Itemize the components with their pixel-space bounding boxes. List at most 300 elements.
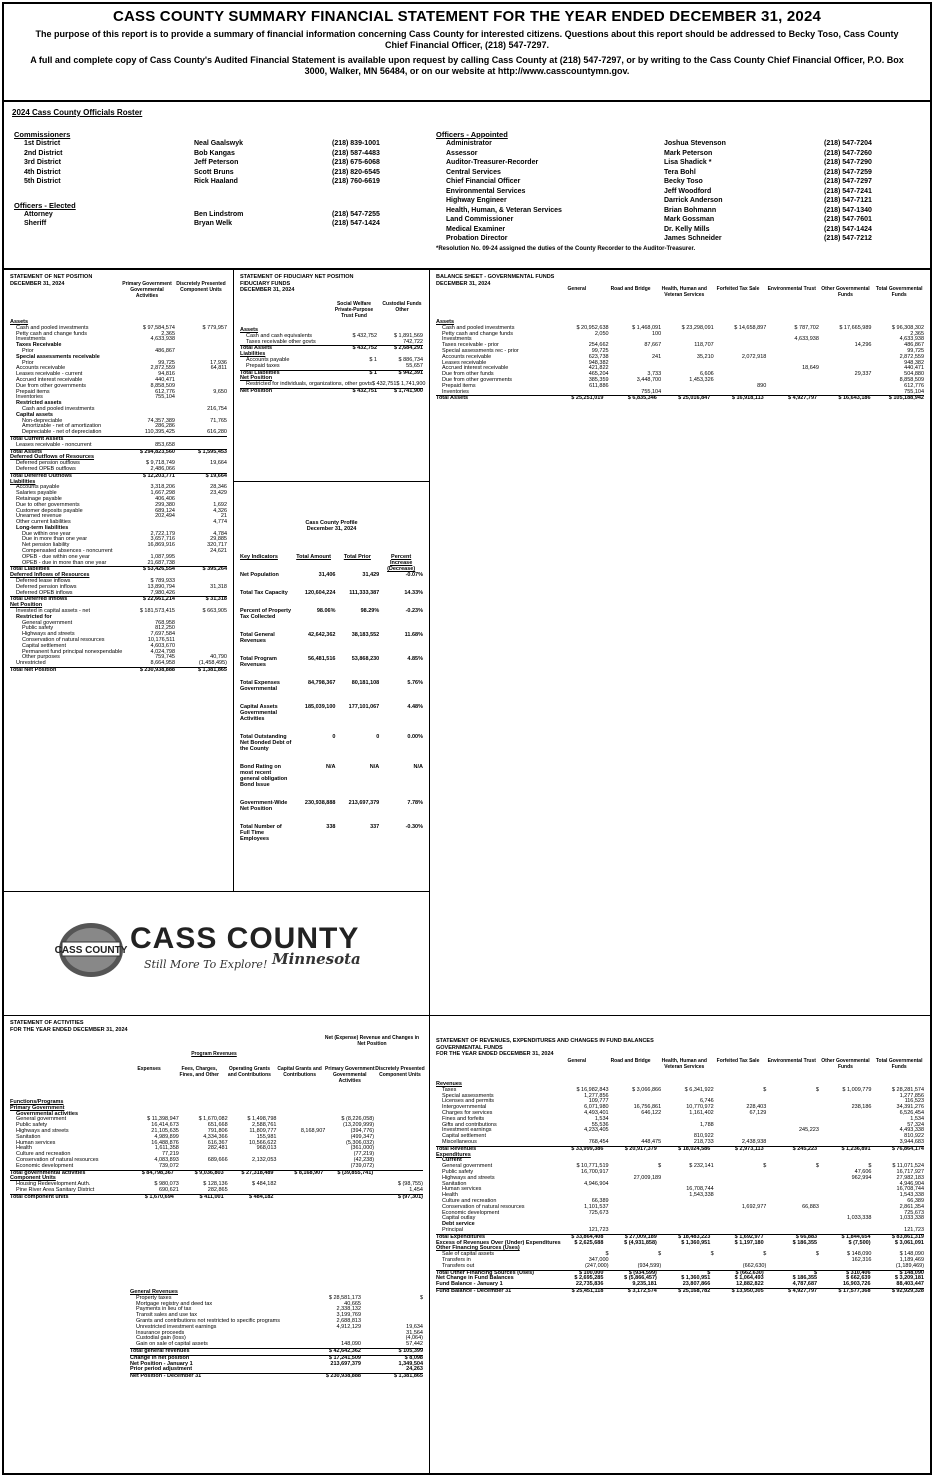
line-label: Public safety — [22, 625, 54, 632]
line-value: 1,189,469 — [899, 1256, 925, 1263]
line-value: (5,306,032) — [346, 1139, 375, 1146]
roster-row — [436, 187, 916, 197]
line-value-2: 64,811 — [210, 365, 227, 372]
line-value: $ — [763, 1251, 767, 1258]
officials-roster — [4, 102, 930, 270]
statement-line — [240, 364, 423, 370]
line-value: 689,666 — [207, 1156, 228, 1163]
line-value — [374, 1164, 423, 1170]
line-value: 121,723 — [904, 1226, 925, 1233]
line-value: 347,000 — [588, 1256, 609, 1263]
line-value: 4,946,904 — [584, 1180, 609, 1187]
line-value-1: $ 53,426,554 — [142, 566, 175, 573]
roster-role: Environmental Services — [446, 187, 526, 195]
np-col2-header: Discretely Presented Component Units — [176, 281, 226, 293]
line-value: 241 — [651, 353, 662, 360]
roster-row — [14, 210, 414, 220]
line-label: Restricted assets — [16, 400, 62, 407]
line-label: Assets — [10, 319, 29, 325]
line-value: $ 16,643,186 — [838, 395, 871, 402]
roster-row — [14, 177, 414, 187]
line-label: Permanent fund principal nonexpendable — [22, 648, 123, 655]
line-value-1: $ 42,642,362 — [328, 1347, 361, 1354]
line-label: Revenues — [436, 1081, 462, 1087]
roster-phone: (218) 547-7121 — [824, 197, 872, 204]
line-label: Investment earnings — [442, 1127, 492, 1134]
line-value-2: $ 105,399 — [398, 1347, 423, 1354]
line-label: Total Expenditures — [436, 1233, 486, 1240]
activities-lines — [10, 1100, 423, 1201]
line-value: $ 83,861,319 — [891, 1233, 924, 1240]
line-value: (77,219) — [353, 1151, 375, 1158]
line-value-1: 1,087,995 — [150, 553, 175, 560]
profile-indicator: Net Population — [240, 572, 279, 578]
line-label: Total Assets — [436, 395, 469, 402]
line-value-2: 4,326 — [213, 507, 227, 514]
profile-amount: 84,798,367 — [307, 680, 336, 686]
line-label: Special assessments rec - prior — [442, 347, 519, 354]
line-label: Restricted for individuals, organizations, other govts — [246, 381, 372, 388]
roster-name: Brian Bohmann — [664, 206, 717, 214]
line-label: Net Position — [240, 387, 273, 394]
line-value-2: 24,263 — [406, 1366, 423, 1373]
line-value: 3,733 — [647, 371, 662, 378]
line-value-2: $ 1,741,900 — [393, 387, 423, 394]
roster-row — [14, 149, 414, 159]
line-label: Retainage payable — [16, 495, 62, 502]
line-value: $ 100,000 — [578, 1269, 604, 1276]
line-value-2: $ 1,741,900 — [396, 381, 426, 388]
line-label: Sanitation — [16, 1133, 41, 1140]
line-value-1: 213,697,379 — [330, 1360, 361, 1367]
line-value-1: 440,471 — [155, 376, 175, 383]
line-label: Fund Balance - December 31 — [436, 1287, 512, 1294]
line-value: $ 33,864,408 — [571, 1233, 604, 1240]
line-label: Non-depreciable — [22, 417, 63, 424]
line-value: $ — [658, 1251, 662, 1258]
line-value: 66,883 — [802, 1203, 819, 1210]
line-value-2: 19,664 — [210, 460, 227, 467]
line-value-1: $ 1 — [369, 369, 377, 376]
column-header: Other Governmental Funds — [821, 286, 870, 298]
roster-phone: (218) 547-7290 — [824, 159, 872, 166]
line-value: $ 1,236,891 — [841, 1145, 871, 1152]
line-value-2: 55,657 — [406, 362, 423, 369]
line-value-1: 13,890,794 — [147, 583, 175, 590]
line-value-1: 21,687,738 — [147, 559, 175, 566]
line-value: 218,733 — [693, 1138, 714, 1145]
line-value — [714, 1228, 767, 1234]
rev-statement-subtitle: GOVERNMENTAL FUNDS — [436, 1044, 503, 1051]
roster-row — [436, 234, 916, 244]
county-seal-icon — [56, 920, 126, 980]
line-value-1: 2,486,066 — [150, 465, 175, 472]
line-label: Taxes receivable other govts — [246, 338, 316, 345]
report-header — [4, 4, 930, 102]
line-value: 1,692,977 — [741, 1203, 767, 1210]
roster-row — [436, 168, 916, 178]
line-value: $ 2,625,688 — [574, 1239, 604, 1246]
line-value: 16,708,744 — [896, 1186, 925, 1193]
line-value-1: 110,395,425 — [144, 429, 175, 436]
line-value-1: $ 17,241,509 — [328, 1354, 361, 1361]
line-value: (13,209,999) — [342, 1122, 375, 1129]
line-value: 8,168,907 — [300, 1127, 326, 1134]
line-label: Miscellaneous — [442, 1138, 477, 1145]
line-label: Due to other governments — [16, 501, 80, 508]
line-value: 254,662 — [588, 342, 609, 349]
line-value-2: $ 942,391 — [398, 369, 423, 376]
line-value: $ 27,009,189 — [624, 1233, 657, 1240]
activities-columns — [124, 1066, 425, 1084]
profile-prior: 337 — [370, 824, 380, 830]
line-value: $ 1,360,951 — [681, 1239, 711, 1246]
line-value: 6,071,980 — [584, 1104, 609, 1111]
line-label: Taxes Receivable — [16, 342, 62, 349]
line-value — [609, 1228, 662, 1234]
line-value: (662,630) — [742, 1262, 767, 1269]
line-label: Transfers in — [442, 1256, 471, 1263]
line-value: $ 186,355 — [792, 1239, 818, 1246]
fid-col2-header: Custodial Funds Other — [382, 301, 422, 313]
line-value: $ 18,024,586 — [678, 1145, 711, 1152]
roster-row — [436, 177, 916, 187]
line-value: $ 33,999,386 — [571, 1145, 604, 1152]
line-value: 890 — [757, 382, 767, 389]
column-header: Capital Grants and Contributions — [277, 1066, 322, 1078]
line-value: 27,982,183 — [896, 1174, 925, 1181]
line-value-2: 24,621 — [210, 548, 227, 555]
line-label: Highways and streets — [442, 1174, 495, 1181]
line-label: Component Units — [10, 1175, 56, 1182]
line-label: Accounts payable — [16, 484, 60, 491]
line-label: OPEB - due in more than one year — [22, 559, 107, 566]
rev-statement-date: FOR THE YEAR ENDED DECEMBER 31, 2024 — [436, 1051, 554, 1057]
line-label: Economic development — [16, 1162, 74, 1169]
line-value: $ 8,168,907 — [294, 1169, 324, 1176]
line-value-1: 8,858,509 — [150, 382, 175, 389]
profile-amount: 31,406 — [318, 572, 336, 578]
line-label: General government — [22, 619, 73, 626]
line-label: Public safety — [16, 1122, 48, 1129]
line-label: Insurance proceeds — [136, 1329, 185, 1336]
line-value: 1,454 — [409, 1186, 423, 1193]
line-value — [766, 1228, 819, 1234]
statement-line — [436, 395, 924, 402]
roster-row — [14, 158, 414, 168]
logo-state: Minnesota — [272, 950, 361, 968]
line-label: Prior — [22, 347, 34, 354]
line-value: 651,668 — [207, 1122, 228, 1129]
line-value: $ (4,931,858) — [624, 1239, 657, 1246]
line-value: 99,725 — [591, 347, 609, 354]
line-value: 121,723 — [588, 1226, 609, 1233]
profile-header-prior: Total Prior — [343, 554, 371, 560]
roster-phone: (218) 547-7241 — [824, 187, 872, 195]
roster-name: Rick Haaland — [194, 178, 238, 185]
line-value: $ — [815, 1086, 819, 1093]
profile-percent: 5.76% — [407, 680, 424, 686]
line-value: 768,454 — [588, 1138, 609, 1145]
line-label: Investments — [442, 336, 472, 343]
line-label: Long-term liabilities — [16, 524, 69, 531]
line-label: Custodial gain (loss) — [136, 1335, 186, 1342]
line-value-2: $ 395,264 — [202, 566, 227, 573]
line-value-1: $ 230,938,888 — [139, 667, 175, 674]
line-value: 3,944,683 — [899, 1138, 925, 1145]
profile-row — [240, 800, 423, 812]
profile-indicator: Capital Assets Governmental Activities — [240, 704, 278, 722]
county-profile — [234, 482, 430, 892]
line-value-2: $ 1,595,453 — [197, 448, 227, 455]
line-value-2: 1,692 — [213, 501, 227, 508]
roster-footnote: *Resolution No. 09-24 assigned the duties of the County Recorder to the Auditor-Treasurer. — [436, 245, 696, 252]
line-value: $ 245,223 — [792, 1145, 818, 1152]
line-value: 21,105,635 — [151, 1127, 179, 1134]
line-label: Grants and contributions not restricted to specific programs — [136, 1317, 280, 1324]
line-value: $ 484,182 — [249, 1193, 274, 1200]
line-label: Sale of capital assets — [442, 1251, 494, 1258]
roster-phone: (218) 547-7601 — [824, 216, 872, 223]
line-label: Transfers out — [442, 1262, 475, 1269]
line-value: 67,129 — [749, 1109, 767, 1116]
roster-phone: (218) 547-7297 — [824, 178, 872, 185]
line-value: $ 84,798,367 — [141, 1169, 174, 1176]
line-value: 1,543,338 — [689, 1192, 714, 1199]
line-value-2: $ 886,734 — [398, 356, 423, 363]
line-value: $ 1,498,798 — [247, 1116, 277, 1123]
fiduciary-lines — [240, 327, 426, 395]
line-label: Net Position — [240, 375, 273, 382]
line-value: 791,806 — [207, 1127, 228, 1134]
line-value: $ 23,298,091 — [681, 324, 714, 331]
line-value-2: (4,064) — [405, 1335, 423, 1342]
roster-row — [14, 219, 414, 229]
roster-phone: (218) 820-6545 — [332, 168, 380, 176]
line-label: Liabilities — [10, 478, 36, 485]
roster-role: Probation Director — [446, 235, 508, 242]
elected-list — [14, 210, 414, 229]
line-label: Invested in capital assets - net — [16, 608, 90, 615]
line-value-2: $ 779,957 — [202, 324, 227, 331]
line-value: $ 3,061,091 — [894, 1239, 924, 1246]
line-value: 16,700,917 — [581, 1168, 609, 1175]
profile-prior: 0 — [376, 734, 380, 740]
line-value-1: 4,024,798 — [150, 648, 175, 655]
line-label: Change in net position — [130, 1354, 190, 1361]
line-value: 1,161,402 — [689, 1109, 714, 1116]
profile-headers — [240, 554, 423, 572]
line-value-1: 3,657,716 — [150, 536, 175, 543]
line-value: 66,389 — [591, 1197, 609, 1204]
net-position-statement — [4, 270, 234, 892]
line-value-1: $ 181,573,415 — [139, 608, 175, 615]
line-value-1 — [331, 364, 377, 370]
line-value-2: 31,564 — [406, 1329, 423, 1336]
line-value: $ 11,071,524 — [892, 1163, 925, 1170]
line-value: 4,946,904 — [899, 1180, 925, 1187]
roster-role: Medical Examiner — [446, 225, 506, 233]
roster-phone: (218) 547-7260 — [824, 149, 872, 157]
profile-amount: 230,938,888 — [304, 800, 336, 806]
line-value-1: 16,869,916 — [147, 542, 175, 549]
line-value: $ 411,001 — [199, 1193, 224, 1200]
line-value: 116,523 — [904, 1098, 925, 1105]
profile-percent: 0.00% — [407, 734, 424, 740]
line-label: Accrued interest receivable — [442, 365, 509, 372]
line-label: Prepaid items — [16, 388, 50, 395]
line-value: 1,277,856 — [899, 1092, 925, 1099]
line-value — [325, 1188, 374, 1194]
fiduciary-title: STATEMENT OF FIDUCIARY NET POSITION — [240, 274, 354, 280]
statement-line — [130, 1373, 423, 1380]
line-value-1: 4,633,938 — [150, 336, 175, 343]
line-value-1: 2,365 — [161, 330, 175, 337]
line-label: Gain on sale of capital assets — [136, 1341, 208, 1348]
line-value: (42,238) — [353, 1156, 375, 1163]
line-value: 1,033,338 — [847, 1215, 872, 1222]
line-value: 4,633,938 — [794, 336, 819, 343]
line-value: 57,324 — [907, 1121, 925, 1128]
roster-phone: (218) 675-6068 — [332, 159, 380, 166]
line-label: Total Current Assets — [10, 435, 64, 442]
roster-phone: (218) 839-1001 — [332, 140, 380, 147]
line-value: (499,347) — [350, 1133, 375, 1140]
line-value: $ (7,500) — [848, 1239, 871, 1246]
roster-title: 2024 Cass County Officials Roster — [12, 108, 143, 117]
line-label: Cash and cash equivalents — [246, 332, 313, 339]
line-label: Petty cash and change funds — [16, 330, 87, 337]
line-value: 962,994 — [851, 1174, 872, 1181]
line-label: Other Financing Sources (Uses) — [436, 1245, 520, 1252]
roster-role: Assessor — [446, 149, 478, 157]
line-value-2: 57,442 — [406, 1341, 423, 1348]
line-label: Accounts receivable — [16, 365, 66, 372]
activities-title: STATEMENT OF ACTIVITIES — [10, 1020, 84, 1026]
line-value: 1,534 — [910, 1115, 925, 1122]
line-value: 29,337 — [854, 371, 872, 378]
line-value-2: $ 1,381,865 — [393, 1373, 423, 1380]
profile-amount: 338 — [326, 824, 336, 830]
line-label: Culture and recreation — [442, 1197, 497, 1204]
activities-subtitle: FOR THE YEAR ENDED DECEMBER 31, 2024 — [10, 1026, 128, 1033]
line-value: $ 9,036,803 — [194, 1169, 224, 1176]
profile-indicator: Percent of Property Tax Collected — [240, 608, 292, 620]
roster-name: James Schneider — [664, 235, 722, 242]
line-value: 55,536 — [591, 1121, 609, 1128]
line-value-1: 486,867 — [155, 347, 175, 354]
line-value — [819, 1264, 872, 1270]
line-value: $ 27,318,489 — [241, 1169, 274, 1176]
line-label: Human services — [16, 1139, 56, 1146]
line-value: $ (662,630) — [735, 1269, 764, 1276]
profile-row — [240, 608, 423, 620]
line-value: 47,606 — [854, 1168, 872, 1175]
line-value: $ 96,308,302 — [891, 324, 925, 331]
line-value: 10,770,972 — [686, 1104, 714, 1111]
profile-row — [240, 656, 423, 668]
line-value: $ 20,952,638 — [576, 324, 609, 331]
line-value: 616,367 — [207, 1139, 228, 1146]
roster-row — [436, 196, 916, 206]
line-value: 228,403 — [746, 1104, 767, 1111]
line-label: Accounts receivable — [442, 353, 492, 360]
line-value-2: 23,429 — [210, 490, 227, 497]
profile-percent: 4.85% — [407, 656, 424, 662]
line-label: Due from other governments — [442, 376, 513, 383]
appointed-heading: Officers - Appointed — [436, 130, 508, 139]
column-header: Road and Bridge — [610, 1058, 651, 1064]
line-value: 4,493,401 — [584, 1109, 609, 1116]
revenues-expenditures-statement — [430, 1016, 930, 1473]
statement-line — [130, 1348, 423, 1355]
profile-prior: 80,181,108 — [351, 680, 380, 686]
line-value: (394,776) — [350, 1127, 375, 1134]
line-value: 623,738 — [588, 353, 609, 360]
line-value-2: 28,346 — [210, 484, 227, 491]
roster-name: Bob Kangas — [194, 149, 235, 157]
profile-percent: -0.07% — [405, 572, 424, 578]
column-header: Health, Human and Veteran Services — [661, 1058, 707, 1070]
line-label: Taxes — [442, 1086, 457, 1093]
statement-line — [10, 1188, 423, 1194]
line-label: Other current liabilities — [16, 519, 71, 526]
line-value: 4,989,899 — [154, 1133, 179, 1140]
roster-name: Mark Peterson — [664, 149, 713, 157]
line-value — [179, 1164, 228, 1170]
profile-title: Cass County Profile — [305, 520, 358, 526]
profile-amount: 120,604,224 — [304, 590, 336, 596]
line-value: 2,132,053 — [252, 1156, 277, 1163]
line-label: Health — [442, 1192, 458, 1199]
roster-role: 4th District — [24, 168, 61, 176]
profile-date: December 31, 2024 — [306, 526, 357, 532]
line-value-1: 768,958 — [155, 619, 175, 626]
line-value: $ 1,009,779 — [842, 1086, 872, 1093]
line-value-1: 2,872,559 — [150, 365, 175, 372]
line-value: $ 2,973,113 — [734, 1145, 764, 1152]
fiduciary-date: DECEMBER 31, 2024 — [240, 287, 295, 293]
line-label: Deferred OPEB outflows — [16, 465, 76, 472]
line-label: Due in more than one year — [22, 536, 88, 543]
report-copy-info: A full and complete copy of Cass County's Audited Financial Statement is available upon request by calling Cass County at (218) 547-7297, or by writing to the Cass County Chief Financial Officer, P.O. Box 3000, Walker, MN 56484, or on our website at http://www.casscountymn.gov. — [30, 55, 904, 76]
statement-line — [10, 467, 227, 473]
line-value: $ 10,771,519 — [576, 1163, 609, 1170]
profile-percent: 14.33% — [404, 590, 424, 596]
line-value: 245,223 — [799, 1127, 819, 1134]
line-label: Due from other governments — [16, 382, 87, 389]
roster-name: Joshua Stevenson — [664, 140, 726, 147]
line-value-1: 8,664,958 — [150, 660, 175, 667]
line-value: 11,809,777 — [249, 1127, 277, 1134]
line-label: Total Revenues — [436, 1145, 477, 1152]
line-value: 16,756,861 — [633, 1104, 662, 1111]
line-label: Total Other Financing Sources (Uses) — [436, 1269, 534, 1276]
line-value-1: $ 789,933 — [150, 578, 175, 585]
line-value: 421,822 — [588, 365, 609, 372]
line-value-1: 202,494 — [155, 513, 175, 520]
line-value-1: $ 97,584,574 — [142, 324, 175, 331]
line-value-1: 4,912,129 — [336, 1323, 361, 1330]
line-value: 12,882,822 — [736, 1281, 764, 1288]
rev-statement-lines — [436, 1082, 924, 1295]
line-label: Culture and recreation — [16, 1151, 71, 1158]
line-value: 100 — [651, 330, 662, 337]
line-label: OPEB - due within one year — [22, 553, 90, 560]
roster-role: Chief Financial Officer — [446, 178, 521, 185]
line-value: $ (8,226,058) — [341, 1116, 375, 1123]
rev-statement-title: STATEMENT OF REVENUES, EXPENDITURES AND CHANGES IN FUND BALANCES — [436, 1038, 654, 1044]
